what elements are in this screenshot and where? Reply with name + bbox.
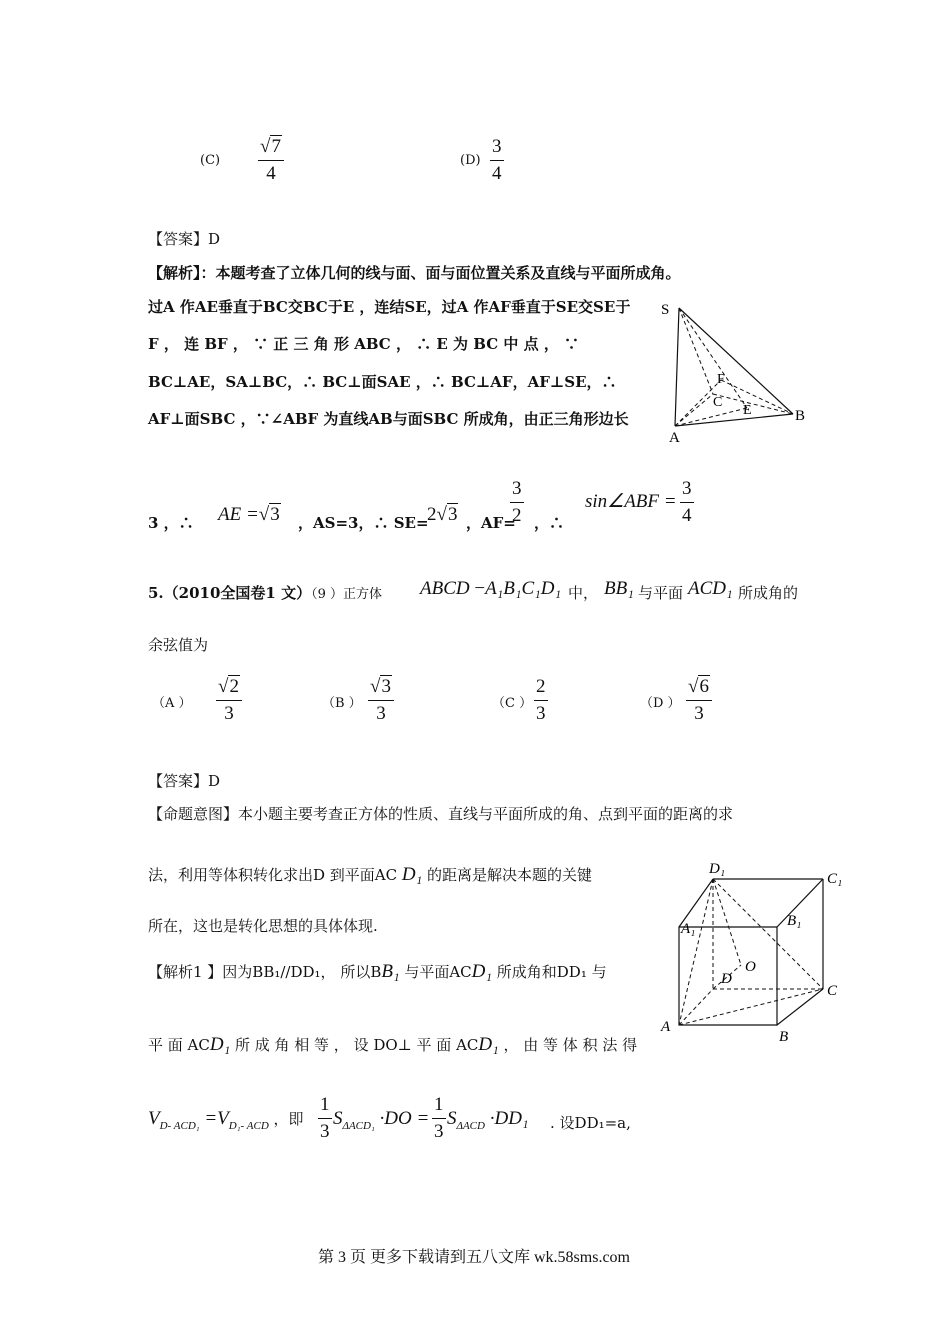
d1-symbol: D₁	[471, 961, 492, 982]
label-c: C	[827, 983, 838, 999]
denominator: 3	[694, 703, 704, 724]
fraction: $\frac{√2}{3}$	[216, 676, 242, 725]
q4-sin-value	[680, 478, 694, 527]
denominator: 3	[376, 703, 386, 724]
fraction: $\frac{√6}{3}$	[686, 676, 712, 725]
numerator: 3	[490, 136, 504, 161]
q5-option-a-label: （A ）	[152, 696, 192, 711]
q5-solution-line2	[148, 1034, 637, 1056]
dash: −	[474, 578, 486, 599]
fraction	[680, 478, 694, 527]
q4-analysis-line3: BC⊥AE，SA⊥BC，∴ BC⊥面SAE ，∴ BC⊥AF，AF⊥SE，∴	[148, 373, 617, 391]
radicand: 7	[271, 136, 281, 157]
q5-cube-name	[420, 578, 561, 600]
fraction	[490, 136, 504, 185]
q5-question-line1	[148, 582, 382, 603]
label-d1: D₁	[709, 861, 726, 877]
text: 平 面 AC	[148, 1036, 210, 1054]
numerator: 1	[318, 1094, 332, 1119]
label-b: B	[795, 408, 806, 424]
fraction	[510, 478, 524, 527]
q5-volume-equation	[148, 1108, 304, 1132]
q4-analysis-line2: F ， 连 BF ， ∵ 正 三 角 形 ABC ， ∴ E 为 BC 中 点 ， ∵	[148, 335, 580, 353]
pyramid-figure	[655, 298, 815, 448]
do-term: ·DO =	[379, 1108, 430, 1129]
label-c: C	[713, 395, 723, 410]
label-a: A	[669, 430, 680, 446]
cube-base: ABCD	[420, 578, 470, 599]
q5-fraction-third-2	[432, 1094, 446, 1143]
text: ，即	[273, 1110, 304, 1128]
q4-option-c-value	[258, 136, 284, 185]
q4-se-value: 2√3	[427, 504, 458, 525]
q4-analysis-line1: 过A 作AE垂直于BC交BC于E ，连结SE，过A 作AF垂直于SE交SE于	[148, 298, 631, 316]
q5-number: （9 ）正方体	[311, 587, 382, 602]
q5-ending: 所成角的	[738, 584, 799, 602]
label-d: D	[721, 971, 732, 987]
d1-symbol: D₁	[209, 1034, 231, 1055]
dd1-term: ·DD₁	[489, 1108, 529, 1129]
q5-option-c-label: （C ）	[492, 696, 533, 711]
text: 【解析1 】因为BB₁//DD₁， 所以B	[148, 963, 382, 981]
q5-option-b-value	[368, 676, 394, 725]
q4-as-text: ，AS=3，∴ SE=	[298, 514, 429, 532]
text: 法，利用等体积转化求出D 到平面AC	[148, 866, 398, 884]
numerator: 3	[680, 478, 694, 503]
denominator: 2	[512, 505, 522, 526]
q5-option-b-label: （B ）	[322, 696, 362, 711]
radicand: 2	[229, 676, 239, 697]
q5-solution-line1	[148, 961, 607, 983]
denominator: 3	[536, 703, 546, 724]
radicand: 3	[270, 504, 280, 525]
q5-header: 5.（2010全国卷1 文）	[148, 584, 312, 602]
label-c1: C₁	[827, 871, 843, 887]
label-f: F	[717, 372, 725, 387]
denominator: 3	[434, 1121, 444, 1142]
q5-answer: 【答案】D	[148, 772, 221, 790]
denominator: 4	[266, 163, 276, 184]
q5-option-a-value	[216, 676, 242, 725]
option-label: (C)	[200, 153, 221, 168]
subscript: ΔACD	[456, 1119, 485, 1132]
q4-analysis-line4: AF⊥面SBC ，∵∠ABF 为直线AB与面SBC 所成角，由正三角形边长	[148, 410, 629, 428]
label-b: B	[779, 1029, 789, 1045]
denominator: 4	[682, 505, 692, 526]
q4-ae: AE =√3	[218, 504, 280, 525]
radicand: 3	[447, 504, 458, 525]
cube-top: A₁B₁C₁D₁	[485, 578, 562, 599]
q4-sin-lhs	[585, 490, 677, 513]
q4-option-d-value	[490, 136, 504, 185]
q5-tail: . 设DD₁=a,	[550, 1114, 631, 1132]
text: ， 由 等 体 积 法 得	[503, 1036, 638, 1054]
subscript: D- ACD₁	[159, 1119, 200, 1132]
q5-mid: 中，	[568, 584, 599, 602]
sin-expression: sin∠ABF =	[585, 491, 677, 512]
coefficient: 2	[427, 504, 437, 525]
text: 的距离是解决本题的关键	[427, 866, 593, 884]
label-b1: B₁	[787, 913, 802, 929]
fraction	[534, 676, 548, 725]
area-symbol: S	[333, 1108, 343, 1129]
page-footer: 第 3 页 更多下载请到五八文库 wk.58sms.com	[318, 1249, 631, 1266]
q5-area-term-1	[333, 1108, 429, 1132]
cube-figure	[655, 855, 855, 1050]
denominator: 3	[320, 1121, 330, 1142]
fraction: $\frac{√7}{4}$	[258, 136, 284, 185]
text: 与平面AC	[404, 963, 472, 981]
q4-analysis-title: 【解析】：本题考查了立体几何的线与面、面与面位置关系及直线与平面所成角。	[148, 264, 681, 282]
q5-question-line2: 余弦值为	[148, 636, 209, 654]
q5-option-d-label: （D ）	[640, 696, 681, 711]
q5-fraction-third-1	[318, 1094, 332, 1143]
option-label: (D)	[460, 153, 481, 168]
label-a1: A₁	[681, 921, 696, 937]
q5-bb1: BB₁	[604, 578, 634, 599]
numerator: 3	[510, 478, 524, 503]
text: 所 成 角 相 等 ， 设 DO⊥ 平 面 AC	[234, 1036, 479, 1054]
q5-intent-line1: 【命题意图】本小题主要考查正方体的性质、直线与平面所成的角、点到平面的距离的求	[148, 805, 734, 823]
q4-option-d	[460, 150, 481, 168]
q4-calc-prefix: 3 ，∴	[148, 514, 194, 532]
area-symbol: S	[447, 1108, 457, 1129]
subscript: ΔACD₁	[342, 1119, 375, 1132]
volume-symbol: =V	[204, 1108, 229, 1129]
denominator: 3	[224, 703, 234, 724]
fraction	[432, 1094, 446, 1143]
text: 所成角和DD₁ 与	[496, 963, 607, 981]
q5-intent-line2	[148, 864, 592, 886]
label-o: O	[745, 959, 756, 975]
denominator: 4	[492, 163, 502, 184]
q5-intent-line3: 所在，这也是转化思想的具体体现.	[148, 917, 378, 935]
ae-lhs: AE =	[218, 504, 259, 525]
numerator: 1	[432, 1094, 446, 1119]
radicand: 3	[381, 676, 391, 697]
numerator: 2	[534, 676, 548, 701]
q4-af-text: ，AF=	[466, 514, 516, 532]
fraction	[318, 1094, 332, 1143]
volume-symbol: V	[148, 1108, 160, 1129]
q4-answer: 【答案】D	[148, 230, 221, 248]
q4-af-value	[510, 478, 524, 527]
d1-symbol: D₁	[478, 1034, 499, 1055]
label-e: E	[743, 403, 752, 418]
q5-plane: ACD₁	[688, 578, 733, 599]
q5-option-d-value	[686, 676, 712, 725]
label-s: S	[661, 302, 670, 318]
q5-option-c-value	[534, 676, 548, 725]
q5-area-term-2	[447, 1108, 529, 1132]
label-a: A	[661, 1019, 671, 1035]
d1-symbol: D₁	[401, 864, 423, 885]
q5-with-plane: 与平面	[638, 584, 684, 602]
q4-option-c	[200, 150, 220, 168]
radicand: 6	[699, 676, 709, 697]
b1-symbol: B₁	[381, 961, 400, 982]
fraction: $\frac{√3}{3}$	[368, 676, 394, 725]
subscript: D₁- ACD	[228, 1119, 269, 1132]
q4-calc-suffix: ，∴	[534, 514, 565, 532]
